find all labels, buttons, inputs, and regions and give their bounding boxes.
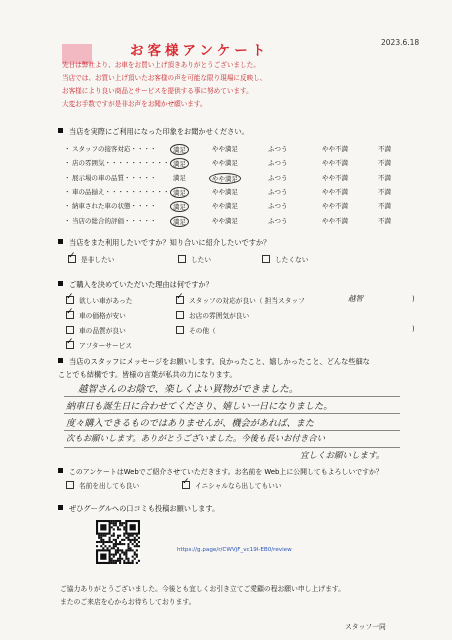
q4-question xyxy=(58,357,370,367)
q1-row-1-option-3[interactable]: やや不満 xyxy=(322,159,348,168)
q3-staff-name: 越智 xyxy=(348,294,363,303)
square-bullet-icon xyxy=(58,281,63,286)
intro-line-1: 先日は弊社より、お車をお買い上げ頂きありがとうございました。 xyxy=(62,61,260,69)
q1-row-3-option-1[interactable]: やや満足 xyxy=(212,187,238,196)
q2-question-text: 当店をまた利用したいですか？知り合いに紹介したいですか？ xyxy=(69,238,271,247)
q1-row-1-option-4[interactable]: 不満 xyxy=(378,159,391,168)
q1-row-5-label: 当店の総合的評価・・・・・ xyxy=(72,216,157,225)
q3-left-3-label: アフターサービス xyxy=(79,342,133,350)
survey-title: お客様アンケート xyxy=(130,43,270,59)
q3-left-2[interactable] xyxy=(66,325,126,335)
checkbox-checked-icon[interactable] xyxy=(176,296,184,304)
q5-option-0-label: 名前を出しても良い xyxy=(79,482,140,490)
q1-row-0-option-1[interactable]: やや満足 xyxy=(212,145,238,153)
q1-row-4-option-2[interactable]: ふつう xyxy=(268,202,288,211)
message-line-3: 度々購入できるものではありませんが、機会があれば、また xyxy=(66,418,315,429)
q2-option-1-label: したい xyxy=(191,256,212,264)
square-bullet-icon xyxy=(58,239,63,244)
q3-question xyxy=(58,280,213,290)
q3-close-paren-1: ) xyxy=(412,295,415,303)
writing-line xyxy=(64,430,400,431)
q1-row-0-option-3[interactable]: やや不満 xyxy=(322,145,348,153)
bullet-dot-icon: ・ xyxy=(64,216,71,225)
q1-row-0-option-4[interactable]: 不満 xyxy=(378,145,391,153)
square-bullet-icon xyxy=(58,468,63,473)
intro-line-2: 当店では、お買い上げ頂いたお客様の声を可能な限り現場に反映し、 xyxy=(62,74,267,82)
checkbox-checked-icon[interactable] xyxy=(66,296,74,304)
q3-right-2[interactable] xyxy=(176,325,216,335)
qr-code-icon[interactable] xyxy=(96,520,140,564)
survey-date: 2023.6.18 xyxy=(381,38,420,47)
q3-left-0[interactable] xyxy=(66,295,132,305)
bullet-dot-icon: ・ xyxy=(64,173,71,182)
q1-row-1-option-2[interactable]: ふつう xyxy=(268,159,288,168)
q2-question xyxy=(58,238,270,248)
q3-right-0-label: スタッフの対応が良い（ 担当スタッフ xyxy=(189,297,305,305)
message-line-1: 越智さんのお陰で、楽しくよい買物ができました。 xyxy=(78,384,299,395)
bullet-dot-icon: ・ xyxy=(64,145,71,153)
q1-row-5-option-3[interactable]: やや不満 xyxy=(322,216,348,225)
q2-option-0-label: 是非したい xyxy=(81,256,115,264)
writing-line xyxy=(64,413,400,414)
q3-left-2-label: 車の品質が良い xyxy=(79,327,126,335)
square-bullet-icon xyxy=(58,505,63,510)
q3-right-1-label: お店の雰囲気が良い xyxy=(189,312,250,320)
q3-right-0[interactable] xyxy=(176,295,305,305)
checkbox-icon[interactable] xyxy=(66,326,74,334)
q3-left-1-label: 車の価格が安い xyxy=(79,312,126,320)
intro-line-4: 大変お手数ですが是非お声をお聞かせ願います。 xyxy=(62,100,207,108)
writing-line xyxy=(64,396,400,397)
q1-row-5-option-4[interactable]: 不満 xyxy=(378,216,391,225)
message-line-5: 宜しくお願いします。 xyxy=(300,451,385,461)
checkbox-icon[interactable] xyxy=(66,481,74,489)
q1-row-4-option-3[interactable]: やや不満 xyxy=(322,202,348,211)
q1-row-1-label: 店の雰囲気・・・・・・・・・・ xyxy=(72,159,170,168)
q1-row-3-option-3[interactable]: やや不満 xyxy=(322,187,348,196)
q1-row-4-option-4[interactable]: 不満 xyxy=(378,202,391,211)
q3-question-text: ご購入を決めていただいた理由は何ですか？ xyxy=(69,280,213,289)
message-line-2: 納車日も誕生日に合わせてくださり、嬉しい一日になりました。 xyxy=(66,401,333,412)
q6-question xyxy=(58,504,219,514)
square-bullet-icon xyxy=(58,128,63,133)
q1-row-3-option-0[interactable]: 満足 xyxy=(170,187,189,198)
q1-row-0-label: スタッフの接客対応・・・・ xyxy=(72,145,157,153)
checkbox-icon[interactable] xyxy=(262,255,270,263)
q1-question xyxy=(58,127,249,137)
q5-option-1[interactable] xyxy=(182,480,282,490)
q1-row-4-label: 納車された車の状態・・・・ xyxy=(72,202,157,211)
checkbox-checked-icon[interactable] xyxy=(66,341,74,349)
q4-question-line2: ことでも結構です。皆様の言葉が私共の力になります。 xyxy=(58,370,237,379)
q2-option-1[interactable] xyxy=(178,254,211,264)
q5-question xyxy=(58,466,383,476)
q1-row-4-option-0[interactable]: 満足 xyxy=(170,201,189,212)
q1-row-2-option-4[interactable]: 不満 xyxy=(378,173,391,182)
q1-row-2-option-1[interactable]: やや満足 xyxy=(209,173,241,184)
checkbox-checked-icon[interactable] xyxy=(182,481,190,489)
square-bullet-icon xyxy=(58,358,63,363)
q1-row-2-label: 展示場の車の品質・・・・・ xyxy=(72,173,157,182)
checkbox-icon[interactable] xyxy=(178,255,186,263)
q1-question-text: 当店を実際にご利用になった印象をお聞かせください。 xyxy=(69,127,249,136)
bullet-dot-icon: ・ xyxy=(64,159,71,168)
q1-row-5-option-0[interactable]: 満足 xyxy=(170,216,189,227)
q2-option-2[interactable] xyxy=(262,254,308,264)
q3-left-0-label: 欲しい車があった xyxy=(79,297,133,305)
q2-option-0[interactable] xyxy=(68,254,114,264)
q1-row-5-option-2[interactable]: ふつう xyxy=(268,216,288,225)
checkbox-icon[interactable] xyxy=(176,311,184,319)
q1-row-0-option-2[interactable]: ふつう xyxy=(268,145,288,153)
q1-row-1-option-1[interactable]: やや満足 xyxy=(212,159,238,168)
q1-row-1-option-0[interactable]: 満足 xyxy=(170,158,189,169)
checkbox-checked-icon[interactable] xyxy=(66,311,74,319)
q1-row-5-option-1[interactable]: やや満足 xyxy=(212,216,238,225)
q1-row-2-option-0[interactable]: 満足 xyxy=(173,173,186,182)
checkbox-checked-icon[interactable] xyxy=(68,255,76,263)
bullet-dot-icon: ・ xyxy=(64,187,71,196)
q3-right-2-label: その他（ xyxy=(189,327,216,335)
q1-row-2-option-2[interactable]: ふつう xyxy=(268,173,288,182)
q1-row-3-option-2[interactable]: ふつう xyxy=(268,187,288,196)
signature: スタッフ一同 xyxy=(345,623,386,631)
q3-left-3[interactable] xyxy=(66,340,132,350)
q2-option-2-label: したくない xyxy=(275,256,309,264)
bullet-dot-icon: ・ xyxy=(64,202,71,211)
intro-line-3: お客様により良い商品とサービスを提供する事に努めています。 xyxy=(62,87,253,95)
message-line-4: 次もお願いします。ありがとうございました。今後も長いお付き合い xyxy=(66,433,325,443)
q4-question-text: 当店のスタッフにメッセージをお願いします。良かったこと、嬉しかったこと、どんな些細な xyxy=(69,357,370,366)
q5-question-text: このアンケートはWebでご紹介させていただきます。お名前を Web上に公開してもよろしいですか？ xyxy=(69,468,383,476)
checkbox-icon[interactable] xyxy=(176,326,184,334)
closing-line-2: またのご来店を心からお待ちしております。 xyxy=(60,598,196,606)
writing-line xyxy=(64,447,400,448)
q3-right-1[interactable] xyxy=(176,310,249,320)
q1-row-0-option-0[interactable]: 満足 xyxy=(170,144,189,155)
q1-row-3-option-4[interactable]: 不満 xyxy=(378,187,391,196)
q5-option-0[interactable] xyxy=(66,480,139,490)
q3-left-1[interactable] xyxy=(66,310,126,320)
review-url[interactable]: https://g.page/r/CWVjF_vc19l-EB0/review xyxy=(177,547,292,553)
closing-line-1: ご協力ありがとうございました。今後とも宜しくお引き立てご愛顧の程お願い申し上げます。 xyxy=(60,585,345,593)
q5-option-1-label: イニシャルなら出してもいい xyxy=(195,482,282,490)
q1-row-2-option-3[interactable]: やや不満 xyxy=(322,173,348,182)
q1-row-4-option-1[interactable]: やや満足 xyxy=(212,202,238,211)
q6-question-text: ぜひグーグルへの口コミも投稿お願いします。 xyxy=(69,504,220,513)
q3-close-paren-2: ) xyxy=(412,325,415,333)
q1-row-3-label: 車の品揃え・・・・・・・・・・ xyxy=(72,187,170,196)
